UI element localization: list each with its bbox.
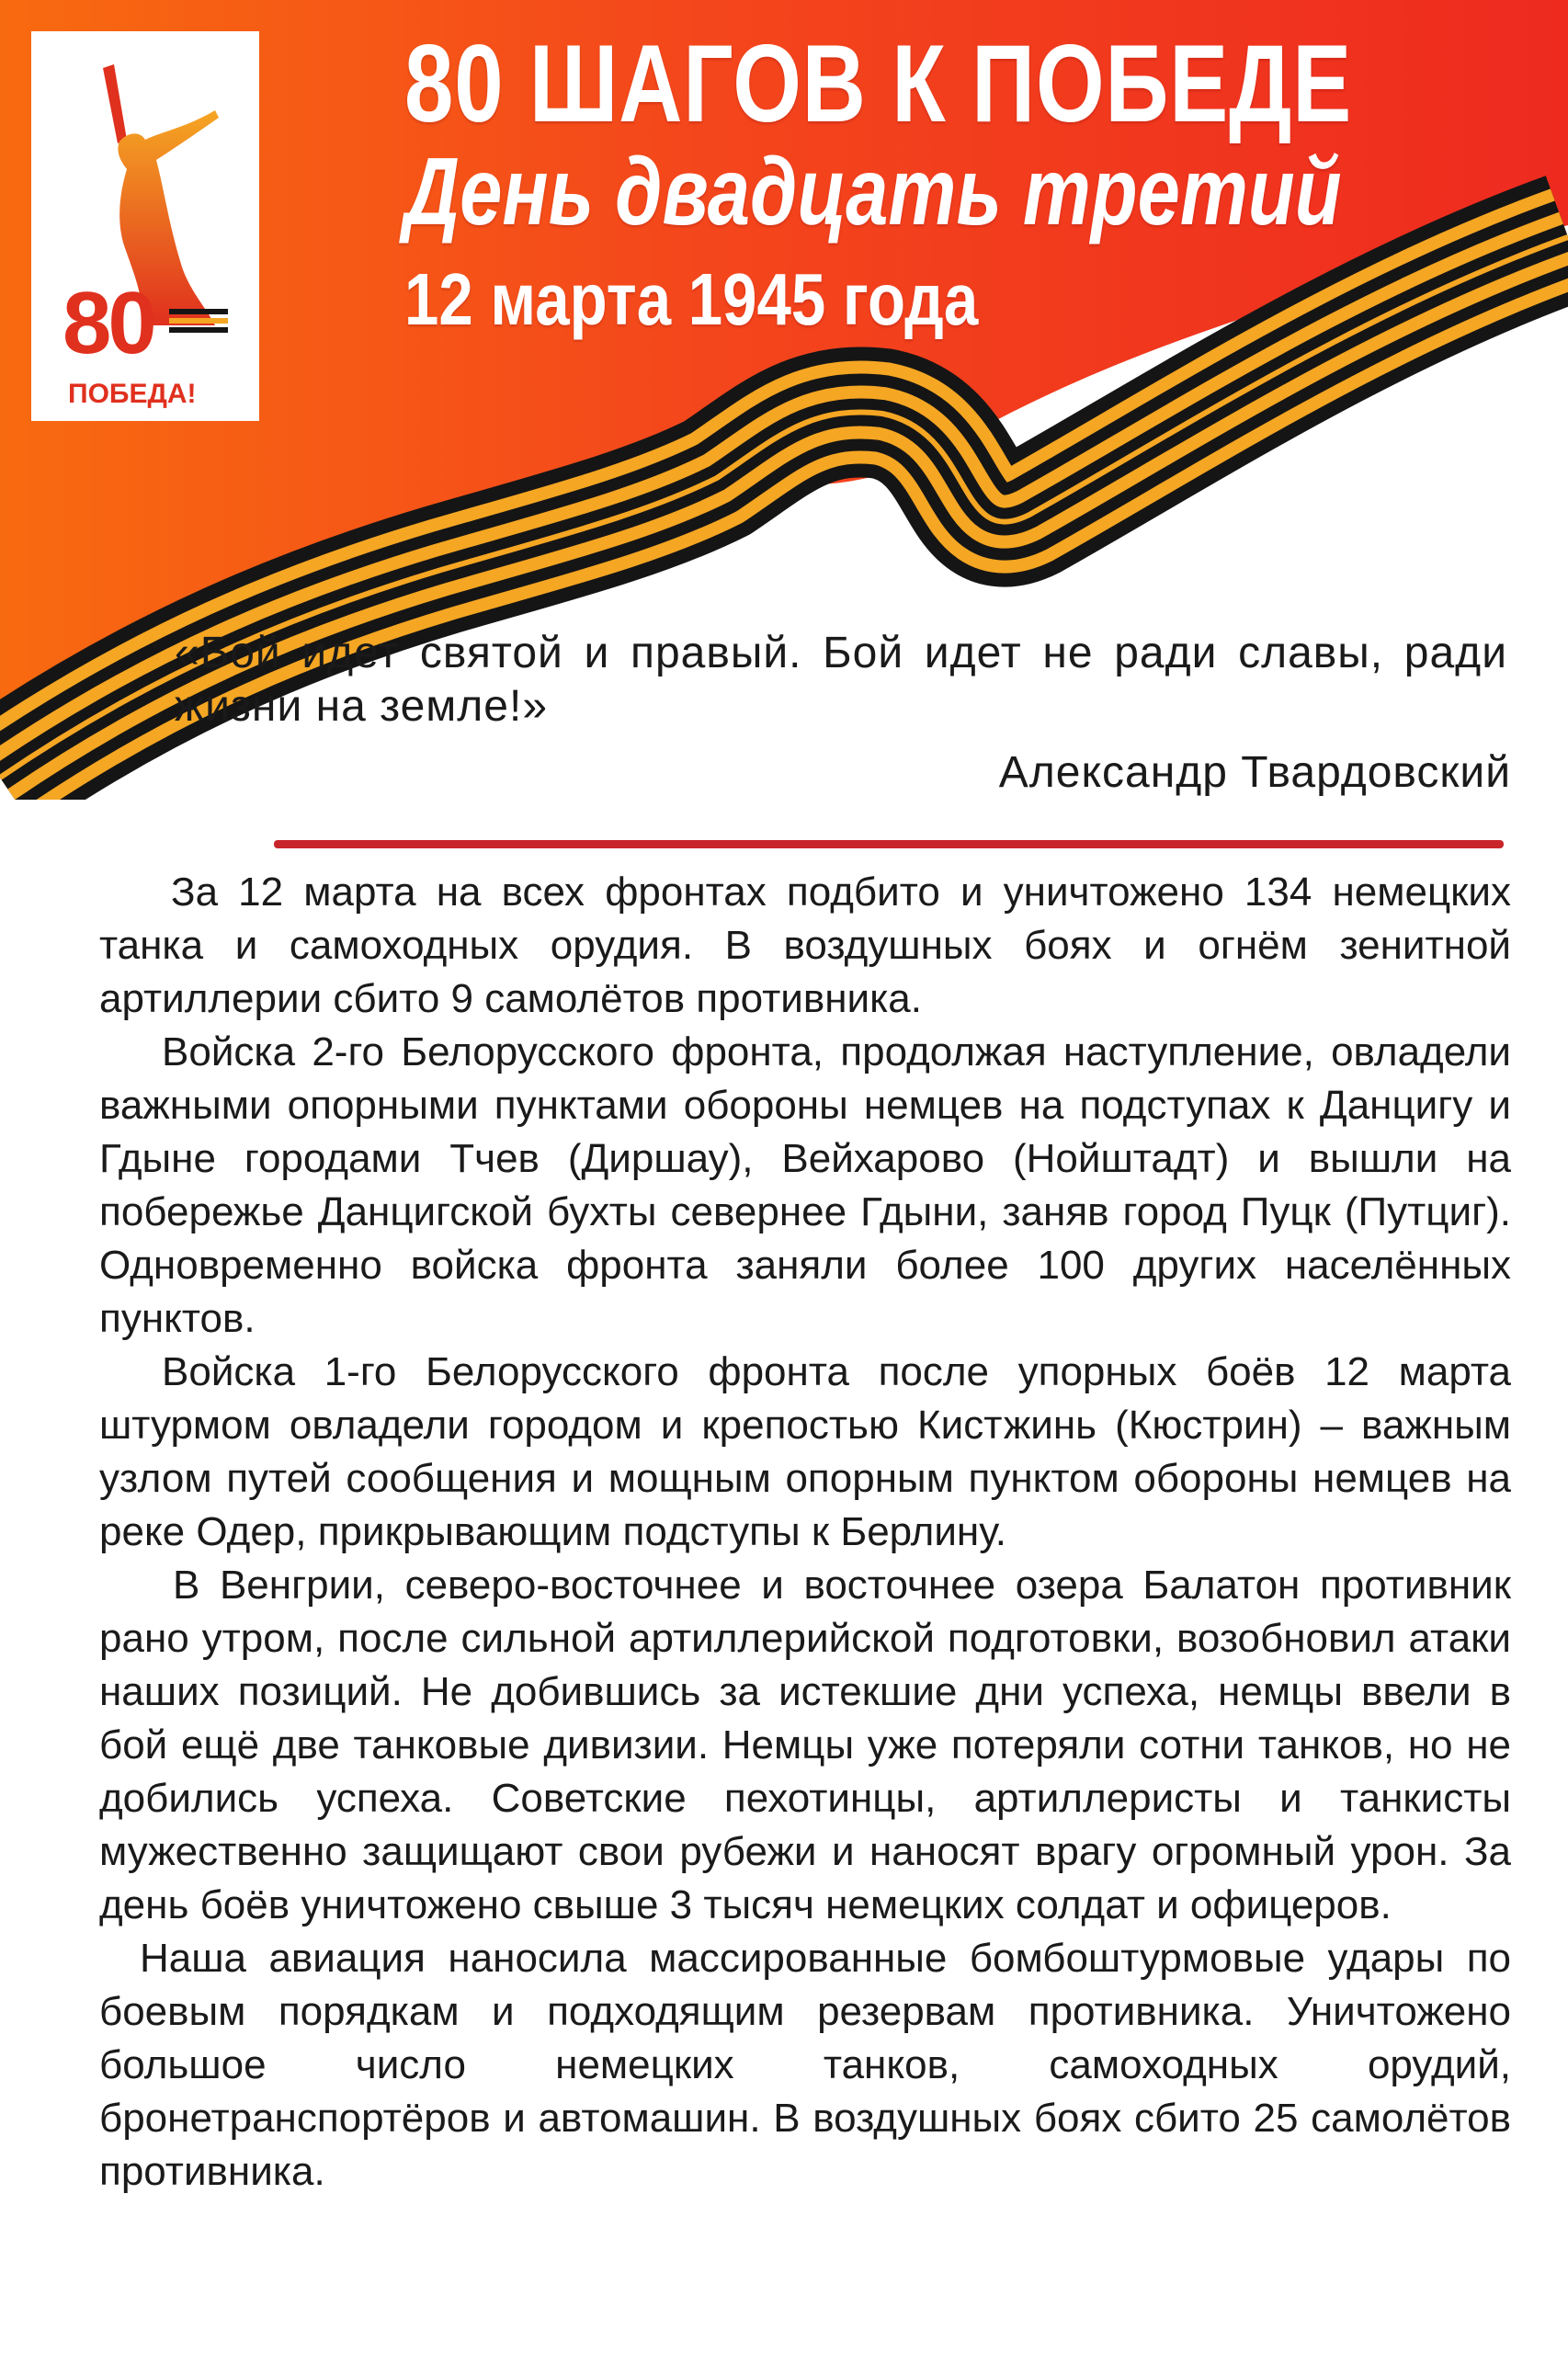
page-subtitle: День двадцать третий [404,139,1342,245]
article-body [99,866,1511,2199]
victory-80-logo [31,31,259,421]
paragraph: Наша авиация наносила массированные бомбоштурмовые удары по боевым порядкам и подходящим резервам противника. Уничтожено большое число немецких танков, самоходных орудий, бронетранспортёров и автомашин. В воздушных боях сбито 25 самолётов противника. [99,1936,1511,2194]
epigraph-quote: «Бой идет святой и правый. Бой идет не ради славы, ради жизни на земле!» [175,629,1507,731]
epigraph-author: Александр Твардовский [998,748,1511,797]
paragraph: За 12 марта на всех фронтах подбито и уничтожено 134 немецких танка и самоходных орудия. В воздушных боях и огнём зенитной артиллерии сбито 9 самолётов противника. [99,870,1511,1021]
paragraph: Войска 1-го Белорусского фронта после упорных боёв 12 марта штурмом овладели городом и крепостью Кистжинь (Кюстрин) – важным узлом путей сообщения и мощным опорным пунктом обороны немцев на реке Одер, прикрывающим подступы к Берлину. [99,1349,1511,1554]
logo-number: 80 [62,274,153,372]
page-title: 80 ШАГОВ К ПОБЕДЕ [404,22,1353,145]
page-date: 12 марта 1945 года [404,258,979,340]
paragraph: Войска 2-го Белорусского фронта, продолжая наступление, овладели важными опорными пунктами обороны немцев на подступах к Данцигу и Гдыне городами Тчев (Диршау), Вейхарово (Нойштадт) и вышли на побережье Данцигской бухты севернее Гдыни, заняв город Пуцк (Путциг). Одновременно войска фронта заняли более 100 других населённых пунктов. [99,1029,1511,1341]
divider-line [274,840,1504,848]
paragraph: В Венгрии, северо-восточнее и восточнее озера Балатон противник рано утром, после сильной артиллерийской подготовки, возобновил атаки наших позиций. Не добившись за истекшие дни успеха, немцы ввели в бой ещё две танковые дивизии. Немцы уже потеряли сотни танков, но не добились успеха. Советские пехотинцы, артиллеристы и танкисты мужественно защищают свои рубежи и наносят врагу огромный урон. За день боёв уничтожено свыше 3 тысяч немецких солдат и офицеров. [99,1563,1511,1927]
logo-word: ПОБЕДА! [68,379,197,409]
